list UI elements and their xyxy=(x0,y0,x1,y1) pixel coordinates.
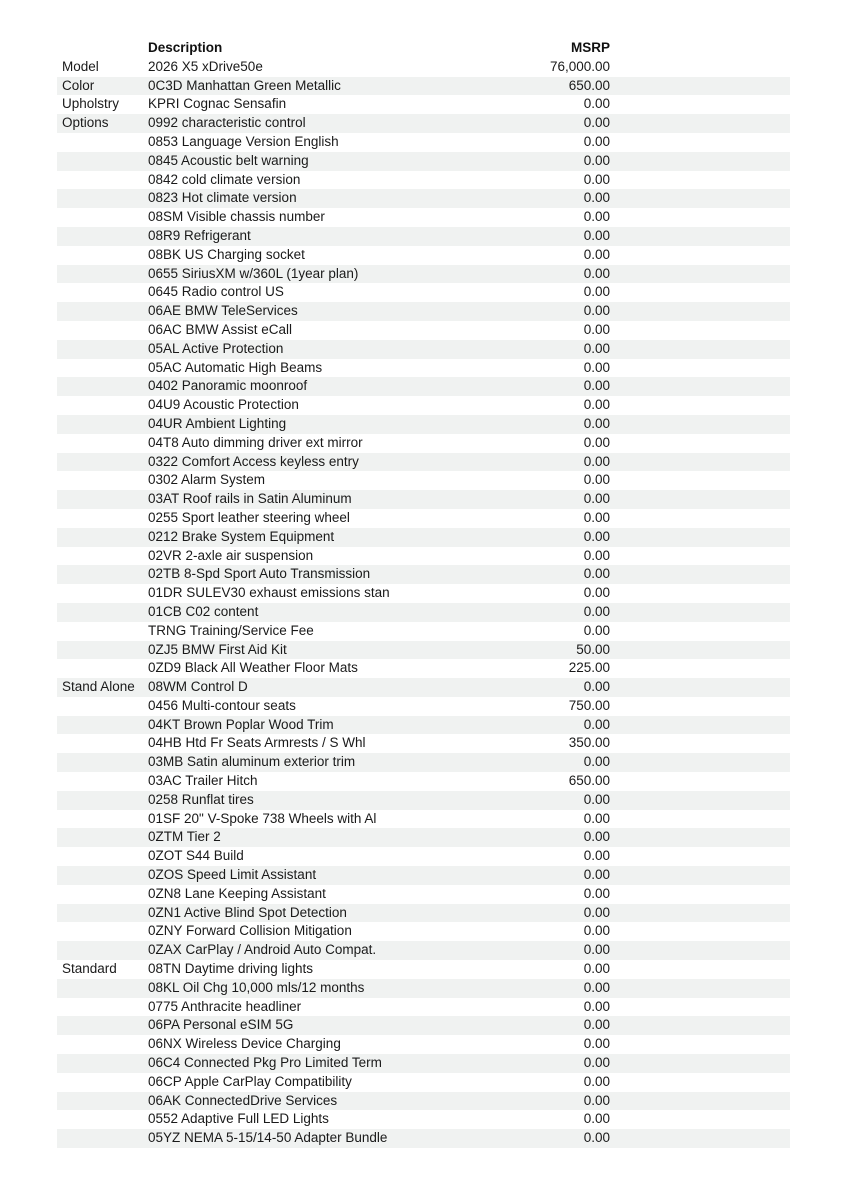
row-description: 08KL Oil Chg 10,000 mls/12 months xyxy=(148,979,365,995)
row-msrp-value: 0.00 xyxy=(583,1055,610,1071)
table-row xyxy=(57,509,790,528)
row-description: 04T8 Auto dimming driver ext mirror xyxy=(148,434,363,450)
table-row xyxy=(57,95,790,114)
row-description: 0552 Adaptive Full LED Lights xyxy=(148,1111,329,1127)
table-row xyxy=(57,941,790,960)
row-spacer xyxy=(610,509,790,528)
row-msrp-value: 0.00 xyxy=(583,509,610,525)
table-row xyxy=(57,1054,790,1073)
table-row xyxy=(57,697,790,716)
row-msrp-value: 0.00 xyxy=(583,1130,610,1146)
row-category-label xyxy=(57,603,148,622)
row-spacer xyxy=(610,321,790,340)
row-spacer xyxy=(610,1016,790,1035)
row-category-label xyxy=(57,1035,148,1054)
table-row xyxy=(57,603,790,622)
row-category-label xyxy=(57,716,148,735)
table-row xyxy=(57,847,790,866)
row-spacer xyxy=(610,396,790,415)
table-row xyxy=(57,434,790,453)
row-description: 06AK ConnectedDrive Services xyxy=(148,1092,338,1108)
row-description: 0645 Radio control US xyxy=(148,284,284,300)
row-description: 0255 Sport leather steering wheel xyxy=(148,509,350,525)
row-spacer xyxy=(610,471,790,490)
row-msrp-value: 0.00 xyxy=(583,585,610,601)
table-row xyxy=(57,734,790,753)
row-category-label xyxy=(57,396,148,415)
row-spacer xyxy=(610,622,790,641)
row-spacer xyxy=(610,227,790,246)
row-description: 03AC Trailer Hitch xyxy=(148,773,258,789)
row-category-label xyxy=(57,471,148,490)
table-row xyxy=(57,1035,790,1054)
table-row xyxy=(57,810,790,829)
table-row xyxy=(57,547,790,566)
row-description: 05YZ NEMA 5-15/14-50 Adapter Bundle xyxy=(148,1130,388,1146)
row-category-label: Model xyxy=(62,58,99,74)
row-description: 06C4 Connected Pkg Pro Limited Term xyxy=(148,1055,382,1071)
row-category-label xyxy=(57,922,148,941)
row-description: 0853 Language Version English xyxy=(148,133,339,149)
row-description: KPRI Cognac Sensafin xyxy=(148,96,287,112)
table-row xyxy=(57,152,790,171)
row-description: 01CB C02 content xyxy=(148,603,259,619)
row-description: 08R9 Refrigerant xyxy=(148,227,251,243)
row-description: 0ZOS Speed Limit Assistant xyxy=(148,867,317,883)
row-msrp-value: 650.00 xyxy=(568,77,610,93)
row-msrp-value: 0.00 xyxy=(583,1036,610,1052)
row-msrp-value: 0.00 xyxy=(583,867,610,883)
row-msrp-value: 0.00 xyxy=(583,622,610,638)
row-category-label xyxy=(57,866,148,885)
row-spacer xyxy=(610,810,790,829)
row-msrp-value: 0.00 xyxy=(583,791,610,807)
row-spacer xyxy=(610,941,790,960)
row-msrp-value: 0.00 xyxy=(583,754,610,770)
row-msrp-value: 0.00 xyxy=(583,942,610,958)
row-description: 0655 SiriusXM w/360L (1year plan) xyxy=(148,265,359,281)
row-msrp-value: 0.00 xyxy=(583,303,610,319)
row-spacer xyxy=(610,1129,790,1148)
row-category-label xyxy=(57,227,148,246)
table-row xyxy=(57,377,790,396)
row-spacer xyxy=(610,659,790,678)
row-spacer xyxy=(610,904,790,923)
row-spacer xyxy=(610,95,790,114)
row-msrp-value: 0.00 xyxy=(583,227,610,243)
row-msrp-value: 0.00 xyxy=(583,904,610,920)
table-row xyxy=(57,791,790,810)
row-description: 0212 Brake System Equipment xyxy=(148,528,335,544)
row-msrp-value: 0.00 xyxy=(583,190,610,206)
row-spacer xyxy=(610,302,790,321)
row-msrp-value: 0.00 xyxy=(583,359,610,375)
table-row xyxy=(57,58,790,77)
table-row xyxy=(57,622,790,641)
row-description: 0ZJ5 BMW First Aid Kit xyxy=(148,641,287,657)
row-description: 06PA Personal eSIM 5G xyxy=(148,1017,294,1033)
row-category-label xyxy=(57,133,148,152)
row-category-label xyxy=(57,847,148,866)
row-description: 05AC Automatic High Beams xyxy=(148,359,323,375)
row-category-label xyxy=(57,490,148,509)
table-row xyxy=(57,453,790,472)
row-category-label xyxy=(57,265,148,284)
table-row xyxy=(57,1092,790,1111)
row-description: 04UR Ambient Lighting xyxy=(148,415,287,431)
row-msrp-value: 0.00 xyxy=(583,1073,610,1089)
table-row xyxy=(57,114,790,133)
row-category-label xyxy=(57,791,148,810)
row-msrp-value: 0.00 xyxy=(583,1092,610,1108)
row-spacer xyxy=(610,265,790,284)
row-spacer xyxy=(610,1073,790,1092)
row-msrp-value: 0.00 xyxy=(583,998,610,1014)
row-msrp-value: 0.00 xyxy=(583,115,610,131)
row-description: 02VR 2-axle air suspension xyxy=(148,547,314,563)
table-row xyxy=(57,565,790,584)
row-description: 03AT Roof rails in Satin Aluminum xyxy=(148,491,352,507)
row-msrp-value: 0.00 xyxy=(583,1017,610,1033)
row-category-label xyxy=(57,584,148,603)
row-msrp-value: 0.00 xyxy=(583,961,610,977)
row-msrp-value: 0.00 xyxy=(583,923,610,939)
table-row xyxy=(57,1016,790,1035)
row-category-label xyxy=(57,340,148,359)
row-msrp-value: 0.00 xyxy=(583,603,610,619)
row-msrp-value: 0.00 xyxy=(583,265,610,281)
row-spacer xyxy=(610,584,790,603)
row-msrp-value: 0.00 xyxy=(583,152,610,168)
row-spacer xyxy=(610,716,790,735)
row-msrp-value: 0.00 xyxy=(583,284,610,300)
row-spacer xyxy=(610,998,790,1017)
row-category-label xyxy=(57,810,148,829)
row-spacer xyxy=(610,359,790,378)
row-msrp-value: 0.00 xyxy=(583,679,610,695)
row-category-label xyxy=(57,772,148,791)
row-category-label xyxy=(57,697,148,716)
row-msrp-value: 350.00 xyxy=(568,735,610,751)
table-row xyxy=(57,171,790,190)
header-spacer xyxy=(610,39,790,58)
row-category-label xyxy=(57,302,148,321)
row-spacer xyxy=(610,528,790,547)
row-description: 0456 Multi-contour seats xyxy=(148,697,296,713)
row-spacer xyxy=(610,734,790,753)
row-category-label xyxy=(57,565,148,584)
row-spacer xyxy=(610,434,790,453)
table-row xyxy=(57,471,790,490)
row-spacer xyxy=(610,960,790,979)
table-row xyxy=(57,922,790,941)
table-row xyxy=(57,772,790,791)
row-category-label xyxy=(57,1092,148,1111)
row-category-label: Color xyxy=(62,77,95,93)
table-row xyxy=(57,359,790,378)
table-row xyxy=(57,340,790,359)
row-description: 08BK US Charging socket xyxy=(148,246,305,262)
row-spacer xyxy=(610,133,790,152)
table-row xyxy=(57,227,790,246)
row-description: 2026 X5 xDrive50e xyxy=(148,58,263,74)
row-msrp-value: 0.00 xyxy=(583,397,610,413)
row-description: 0322 Comfort Access keyless entry xyxy=(148,453,359,469)
row-category-label xyxy=(57,734,148,753)
table-row xyxy=(57,208,790,227)
row-description: 06NX Wireless Device Charging xyxy=(148,1036,341,1052)
table-row xyxy=(57,866,790,885)
row-msrp-value: 0.00 xyxy=(583,340,610,356)
row-description: 0ZN1 Active Blind Spot Detection xyxy=(148,904,347,920)
row-spacer xyxy=(610,847,790,866)
row-spacer xyxy=(610,340,790,359)
row-description: 05AL Active Protection xyxy=(148,340,284,356)
row-spacer xyxy=(610,189,790,208)
row-spacer xyxy=(610,453,790,472)
table-row xyxy=(57,133,790,152)
table-row xyxy=(57,641,790,660)
row-msrp-value: 0.00 xyxy=(583,246,610,262)
table-row xyxy=(57,584,790,603)
category-column-header xyxy=(57,39,148,58)
row-msrp-value: 0.00 xyxy=(583,979,610,995)
row-spacer xyxy=(610,377,790,396)
row-description: 02TB 8-Spd Sport Auto Transmission xyxy=(148,566,371,582)
row-category-label xyxy=(57,359,148,378)
row-category-label xyxy=(57,828,148,847)
row-category-label xyxy=(57,321,148,340)
table-row xyxy=(57,396,790,415)
row-description: 06AC BMW Assist eCall xyxy=(148,321,293,337)
row-spacer xyxy=(610,753,790,772)
row-description: 0775 Anthracite headliner xyxy=(148,998,302,1014)
row-category-label xyxy=(57,622,148,641)
row-description: 0C3D Manhattan Green Metallic xyxy=(148,77,341,93)
row-msrp-value: 0.00 xyxy=(583,434,610,450)
table-header-row xyxy=(57,39,790,58)
row-spacer xyxy=(610,603,790,622)
row-category-label xyxy=(57,509,148,528)
options-table xyxy=(57,39,790,1148)
table-row xyxy=(57,828,790,847)
row-description: 0ZN8 Lane Keeping Assistant xyxy=(148,885,326,901)
description-column-header: Description xyxy=(148,40,223,55)
row-category-label xyxy=(57,453,148,472)
row-msrp-value: 225.00 xyxy=(568,660,610,676)
row-msrp-value: 0.00 xyxy=(583,472,610,488)
row-category-label xyxy=(57,547,148,566)
row-msrp-value: 0.00 xyxy=(583,547,610,563)
row-spacer xyxy=(610,114,790,133)
row-msrp-value: 0.00 xyxy=(583,885,610,901)
row-category-label xyxy=(57,1110,148,1129)
row-spacer xyxy=(610,866,790,885)
table-row xyxy=(57,283,790,302)
row-description: 08SM Visible chassis number xyxy=(148,209,325,225)
row-spacer xyxy=(610,791,790,810)
table-row xyxy=(57,528,790,547)
row-category-label xyxy=(57,641,148,660)
row-spacer xyxy=(610,772,790,791)
row-category-label xyxy=(57,753,148,772)
table-row xyxy=(57,265,790,284)
row-category-label xyxy=(57,1016,148,1035)
row-category-label: Standard xyxy=(62,961,117,977)
row-description: 01DR SULEV30 exhaust emissions stan xyxy=(148,585,390,601)
row-description: 06AE BMW TeleServices xyxy=(148,303,298,319)
row-description: 0ZAX CarPlay / Android Auto Compat. xyxy=(148,942,377,958)
row-description: 03MB Satin aluminum exterior trim xyxy=(148,754,356,770)
row-description: 08WM Control D xyxy=(148,679,248,695)
row-description: 0ZD9 Black All Weather Floor Mats xyxy=(148,660,358,676)
row-description: 04KT Brown Poplar Wood Trim xyxy=(148,716,334,732)
row-spacer xyxy=(610,490,790,509)
table-row xyxy=(57,659,790,678)
row-category-label: Upholstry xyxy=(62,96,120,112)
row-spacer xyxy=(610,1092,790,1111)
table-row xyxy=(57,716,790,735)
row-category-label xyxy=(57,415,148,434)
row-description: TRNG Training/Service Fee xyxy=(148,622,314,638)
row-category-label xyxy=(57,979,148,998)
row-spacer xyxy=(610,152,790,171)
table-row xyxy=(57,77,790,96)
row-spacer xyxy=(610,979,790,998)
row-category-label xyxy=(57,659,148,678)
msrp-column-header: MSRP xyxy=(570,40,610,55)
row-msrp-value: 0.00 xyxy=(583,171,610,187)
row-msrp-value: 0.00 xyxy=(583,415,610,431)
row-msrp-value: 0.00 xyxy=(583,810,610,826)
row-msrp-value: 0.00 xyxy=(583,96,610,112)
row-category-label: Options xyxy=(62,115,109,131)
row-category-label xyxy=(57,1054,148,1073)
row-description: 0842 cold climate version xyxy=(148,171,301,187)
table-row xyxy=(57,1073,790,1092)
row-msrp-value: 0.00 xyxy=(583,829,610,845)
row-description: 04U9 Acoustic Protection xyxy=(148,397,299,413)
row-spacer xyxy=(610,565,790,584)
row-category-label xyxy=(57,208,148,227)
row-spacer xyxy=(610,415,790,434)
row-category-label xyxy=(57,189,148,208)
row-category-label xyxy=(57,152,148,171)
row-spacer xyxy=(610,58,790,77)
row-spacer xyxy=(610,547,790,566)
row-category-label xyxy=(57,998,148,1017)
table-row xyxy=(57,321,790,340)
row-category-label xyxy=(57,283,148,302)
row-description: 0823 Hot climate version xyxy=(148,190,297,206)
row-msrp-value: 0.00 xyxy=(583,491,610,507)
row-spacer xyxy=(610,1110,790,1129)
row-description: 0ZOT S44 Build xyxy=(148,848,244,864)
row-msrp-value: 0.00 xyxy=(583,848,610,864)
table-row xyxy=(57,904,790,923)
row-description: 0302 Alarm System xyxy=(148,472,266,488)
row-category-label xyxy=(57,528,148,547)
row-msrp-value: 650.00 xyxy=(568,773,610,789)
table-body xyxy=(57,58,790,1148)
row-category-label xyxy=(57,1129,148,1148)
row-category-label: Stand Alone xyxy=(62,679,135,695)
row-category-label xyxy=(57,885,148,904)
row-spacer xyxy=(610,922,790,941)
row-spacer xyxy=(610,1035,790,1054)
row-category-label xyxy=(57,171,148,190)
table-row xyxy=(57,490,790,509)
table-row xyxy=(57,960,790,979)
row-msrp-value: 0.00 xyxy=(583,133,610,149)
row-category-label xyxy=(57,904,148,923)
table-row xyxy=(57,678,790,697)
table-row xyxy=(57,1110,790,1129)
row-description: 0ZNY Forward Collision Mitigation xyxy=(148,923,352,939)
row-description: 06CP Apple CarPlay Compatibility xyxy=(148,1073,352,1089)
row-msrp-value: 0.00 xyxy=(583,378,610,394)
row-spacer xyxy=(610,77,790,96)
row-spacer xyxy=(610,171,790,190)
table-row xyxy=(57,979,790,998)
row-description: 08TN Daytime driving lights xyxy=(148,961,314,977)
row-msrp-value: 0.00 xyxy=(583,716,610,732)
table-row xyxy=(57,246,790,265)
row-description: 0992 characteristic control xyxy=(148,115,306,131)
row-msrp-value: 0.00 xyxy=(583,209,610,225)
table-row xyxy=(57,302,790,321)
row-spacer xyxy=(610,246,790,265)
row-msrp-value: 750.00 xyxy=(568,697,610,713)
row-category-label xyxy=(57,377,148,396)
table-row xyxy=(57,189,790,208)
row-spacer xyxy=(610,885,790,904)
row-description: 0258 Runflat tires xyxy=(148,791,254,807)
row-category-label xyxy=(57,434,148,453)
row-description: 0402 Panoramic moonroof xyxy=(148,378,308,394)
row-category-label xyxy=(57,1073,148,1092)
row-spacer xyxy=(610,208,790,227)
row-description: 01SF 20" V-Spoke 738 Wheels with Al xyxy=(148,810,377,826)
row-spacer xyxy=(610,697,790,716)
table-row xyxy=(57,415,790,434)
row-spacer xyxy=(610,828,790,847)
table-row xyxy=(57,885,790,904)
row-category-label xyxy=(57,246,148,265)
row-msrp-value: 0.00 xyxy=(583,453,610,469)
row-description: 0845 Acoustic belt warning xyxy=(148,152,309,168)
row-msrp-value: 50.00 xyxy=(576,641,610,657)
row-msrp-value: 0.00 xyxy=(583,528,610,544)
row-spacer xyxy=(610,1054,790,1073)
row-description: 04HB Htd Fr Seats Armrests / S Whl xyxy=(148,735,366,751)
table-row xyxy=(57,753,790,772)
row-msrp-value: 0.00 xyxy=(583,566,610,582)
row-msrp-value: 0.00 xyxy=(583,321,610,337)
row-msrp-value: 76,000.00 xyxy=(549,58,610,74)
row-description: 0ZTM Tier 2 xyxy=(148,829,221,845)
row-spacer xyxy=(610,641,790,660)
row-category-label xyxy=(57,941,148,960)
row-spacer xyxy=(610,283,790,302)
row-msrp-value: 0.00 xyxy=(583,1111,610,1127)
row-spacer xyxy=(610,678,790,697)
table-row xyxy=(57,1129,790,1148)
table-row xyxy=(57,998,790,1017)
